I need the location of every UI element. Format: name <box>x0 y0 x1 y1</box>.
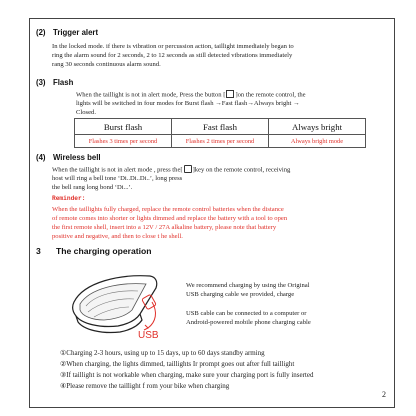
trigger-alert-line-1: In the locked mode. if there is vibration or percussion action, taillight immediately began to <box>52 43 294 50</box>
table-header-row <box>75 119 366 135</box>
table-header-cell: Fast flash <box>172 119 269 135</box>
table-cell: Flashes 2 times per second <box>172 135 269 148</box>
trigger-alert-line-2: ring the alarm sound for 2 seconds, 2 to 12 seconds as still detected vibrations immediately <box>52 52 293 59</box>
taillight-product-icon <box>73 276 157 333</box>
section-charging-heading <box>36 246 152 256</box>
table-header-cell: Burst flash <box>75 119 172 135</box>
charging-para-1-line-2: USB charging cable we provided, charge <box>186 291 295 298</box>
section-flash-heading <box>36 78 73 87</box>
section-number: (2) <box>36 28 46 37</box>
flash-line-2: lights will be switched in four modes for Burst flash →Fast flash→Always bright → <box>76 100 300 107</box>
page-number: 2 <box>382 390 386 399</box>
section-title: Trigger alert <box>53 28 99 37</box>
reminder-label: Reminder: <box>52 195 86 202</box>
taillight-illustration <box>66 266 184 348</box>
bell-line-1-end: ]key on the remote control, receiving <box>192 166 291 174</box>
bell-line-1-start: When the taillight is not in alert mode , press the[ <box>52 166 183 174</box>
table-row <box>75 135 366 148</box>
section-number: (4) <box>36 153 46 162</box>
reminder-line-3: the first remote shell, insert into a 12V / 27A alkaline battery, please note that battery <box>52 224 277 231</box>
section-title: Wireless bell <box>53 153 101 162</box>
flash-mode-table <box>74 118 366 148</box>
flash-line-1-start: When the taillight is not in alert mode, Press the button [ <box>76 91 226 99</box>
charging-note-3: ③If taillight is not workable when charging, make sure your charging port is fully inserted <box>60 371 314 379</box>
charging-note-1: ①Charging 2-3 hours, using up to 15 days, up to 60 days standby arming <box>60 349 265 357</box>
reminder-line-2: of remote comes into shorter or lights dimmed and replace the battery with a tool to open <box>52 215 288 222</box>
section-title: The charging operation <box>56 246 152 256</box>
table-cell: Always bright mode <box>269 135 366 148</box>
section-title: Flash <box>53 78 74 87</box>
charging-para-2-line-1: USB cable can be connected to a computer or <box>186 310 307 317</box>
bell-line-1 <box>52 166 290 175</box>
flash-line-1 <box>76 91 306 100</box>
reminder-line-4: positive and negative, and then to close t he shell. <box>52 233 183 240</box>
section-number: (3) <box>36 78 46 87</box>
bell-line-3: the bell rang long bond ‘Di...’. <box>52 184 133 191</box>
flash-line-3: Closed. <box>76 109 96 116</box>
reminder-line-1: When the taillights fully charged, replace the remote control batteries when the distance <box>52 206 284 213</box>
section-number: 3 <box>36 246 41 256</box>
usb-label: USB <box>138 330 159 341</box>
charging-note-2: ②When charging, the lights dimmed, taillights Ir prompt goes out after full taillight <box>60 360 295 368</box>
bell-line-2: host will ring a bell tone ‘Di..Di..Di..’, long press <box>52 175 183 182</box>
flash-line-1-end: ]on the remote control, the <box>235 91 306 99</box>
section-wireless-bell-heading <box>36 153 101 162</box>
remote-button-icon <box>226 90 234 98</box>
charging-para-2-line-2: Android-powered mobile phone charging cable <box>186 319 311 326</box>
charging-note-4: ④Please remove the taillight f rom your bike when charging <box>60 382 230 390</box>
table-cell: Flashes 3 times per second <box>75 135 172 148</box>
bell-key-icon <box>184 165 192 173</box>
table-header-cell: Always bright <box>269 119 366 135</box>
charging-para-1-line-1: We recommend charging by using the Original <box>186 282 310 289</box>
section-trigger-alert-heading <box>36 28 98 37</box>
trigger-alert-line-3: rang 30 seconds continuous alarm sound. <box>52 61 161 68</box>
